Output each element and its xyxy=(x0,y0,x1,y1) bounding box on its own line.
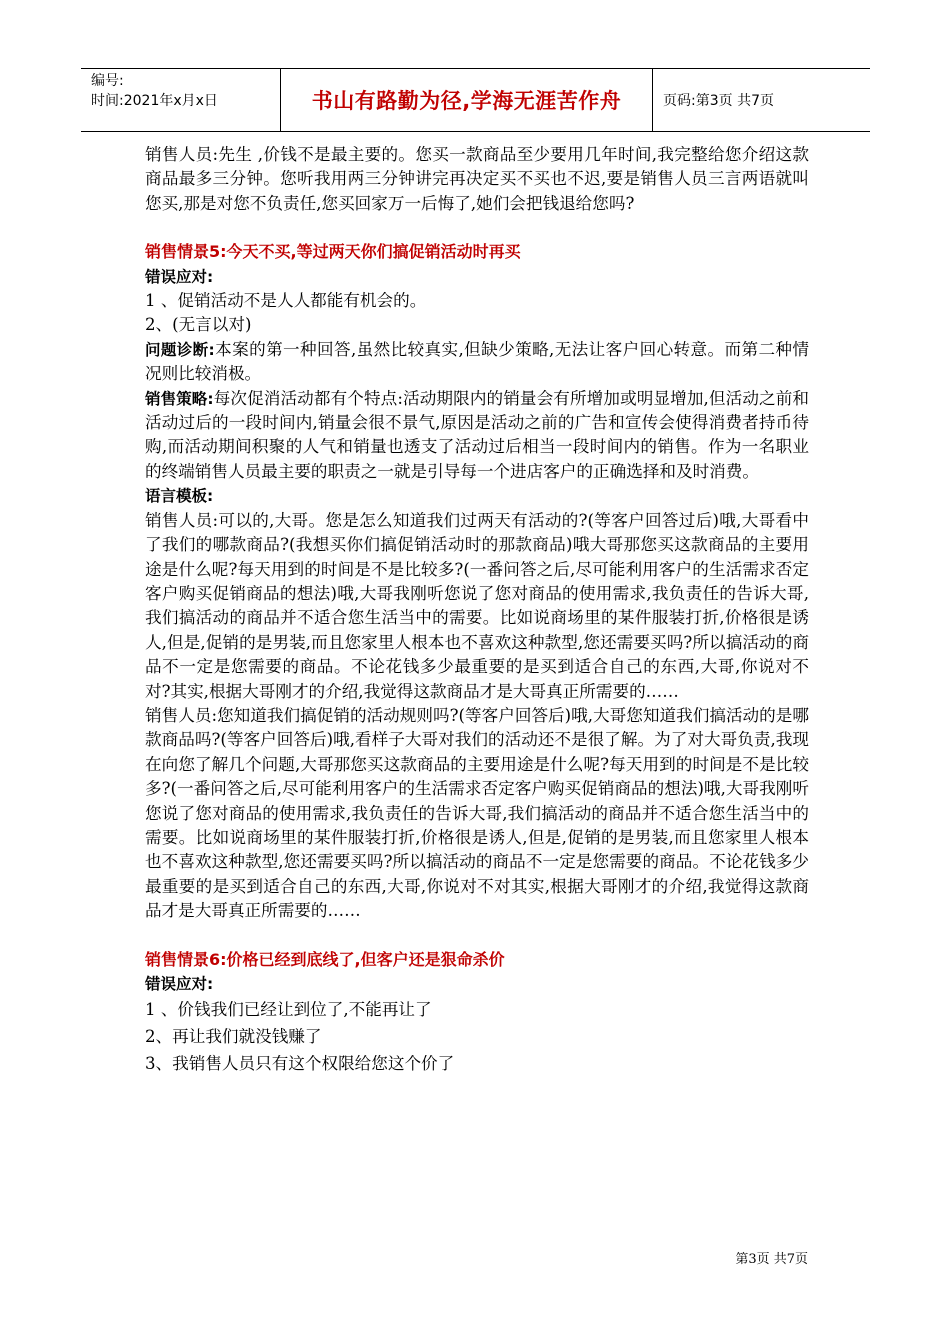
header-motto: 书山有路勤为径,学海无涯苦作舟 xyxy=(281,69,653,131)
strategy-text: 每次促消活动都有个特点:活动期限内的销量会有所增加或明显增加,但活动之前和活动过后的一段时间内,销量会很不景气,原因是活动之前的广告和宣传会使得消费者持币待购,而活动期间积聚的人气和销量也透支了活动过后相当一段时间内的销售。作为一名职业的终端销售人员最主要的职责之一就是引导每一个进店客户的正确选择和及时消费。 xyxy=(145,388,809,481)
scene5-diagnosis xyxy=(145,338,809,387)
scene5-wrong-item-2: 2、(无言以对) xyxy=(145,315,252,335)
scene5-template-1: 销售人员:可以的,大哥。您是怎么知道我们过两天有活动的?(等客户回答过后)哦,大哥看中了我们的哪款商品?(我想买你们搞促销活动时的那款商品)哦大哥那您买这款商品的主要用途是什么呢?每天用到的时间是不是比较多?(一番问答之后,尽可能利用客户的生活需求否定客户购买促销商品的想法)哦,大哥我刚听您说了您对商品的使用需求,我负责任的告诉大哥,我们搞活动的商品并不适合您生活当中的需要。比如说商场里的某件服装打折,价格很是诱人,但是,促销的是男装,而且您家里人根本也不喜欢这种款型,您还需要买吗?所以搞活动的商品不一定是您需要的商品。不论花钱多少最重要的是买到适合自己的东西,大哥,你说对不对?其实,根据大哥刚才的介绍,我觉得这款商品才是大哥真正所需要的…… xyxy=(145,510,809,701)
strategy-label: 销售策略: xyxy=(145,389,214,408)
time-label: 时间:2021年x月x日 xyxy=(91,93,218,109)
header-left-cell xyxy=(81,69,281,131)
scene6-wrong-item-3: 3、我销售人员只有这个权限给您这个价了 xyxy=(145,1054,455,1074)
header-page-code: 页码:第3页 共7页 xyxy=(663,93,774,109)
scene6-heading: 销售情景6:价格已经到底线了,但客户还是狠命杀价 xyxy=(145,949,505,969)
diagnosis-text: 本案的第一种回答,虽然比较真实,但缺少策略,无法让客户回心转意。而第二种情况则比较消极。 xyxy=(145,339,810,384)
intro-paragraph: 销售人员:先生 ,价钱不是最主要的。您买一款商品至少要用几年时间,我完整给您介绍这款商品最多三分钟。您听我用两三分钟讲完再决定买不买也不迟,要是销售人员三言两语就叫您买,那是对您不负责任,您买回家万一后悔了,她们会把钱退给您吗? xyxy=(145,145,809,213)
scene5-strategy xyxy=(145,387,809,485)
number-label: 编号: xyxy=(91,73,124,89)
scene5-heading: 销售情景5:今天不买,等过两天你们搞促销活动时再买 xyxy=(145,242,521,262)
scene5-wrong-label: 错误应对: xyxy=(145,267,214,286)
scene6-wrong-item-2: 2、再让我们就没钱赚了 xyxy=(145,1027,322,1047)
page-header xyxy=(81,68,870,132)
diagnosis-label: 问题诊断: xyxy=(145,340,215,359)
page-footer: 第3页 共7页 xyxy=(735,1252,808,1267)
scene5-template-label: 语言模板: xyxy=(145,487,214,506)
document-body xyxy=(145,143,809,1077)
scene5-wrong-item-1: 1 、促销活动不是人人都能有机会的。 xyxy=(145,291,427,311)
scene6-wrong-item-1: 1 、价钱我们已经让到位了,不能再让了 xyxy=(145,1000,432,1020)
scene6-wrong-label: 错误应对: xyxy=(145,975,214,993)
scene5-template-2: 销售人员:您知道我们搞促销的活动规则吗?(等客户回答后)哦,大哥您知道我们搞活动的是哪款商品吗?(等客户回答后)哦,看样子大哥对我们的活动还不是很了解。为了对大哥负责,我现在向您了解几个问题,大哥那您买这款商品的主要用途是什么呢?每天用到的时间是不是比较多?(一番问答之后,尽可能利用客户的生活需求否定客户购买促销商品的想法)哦,大哥我刚听您说了您对商品的使用需求,我负责任的告诉大哥,我们搞活动的商品并不适合您生活当中的需要。比如说商场里的某件服装打折,价格很是诱人,但是,促销的是男装,而且您家里人根本也不喜欢这种款型,您还需要买吗?所以搞活动的商品不一定是您需要的商品。不论花钱多少最重要的是买到适合自己的东西,大哥,你说对不对其实,根据大哥刚才的介绍,我觉得这款商品才是大哥真正所需要的…… xyxy=(145,705,809,921)
